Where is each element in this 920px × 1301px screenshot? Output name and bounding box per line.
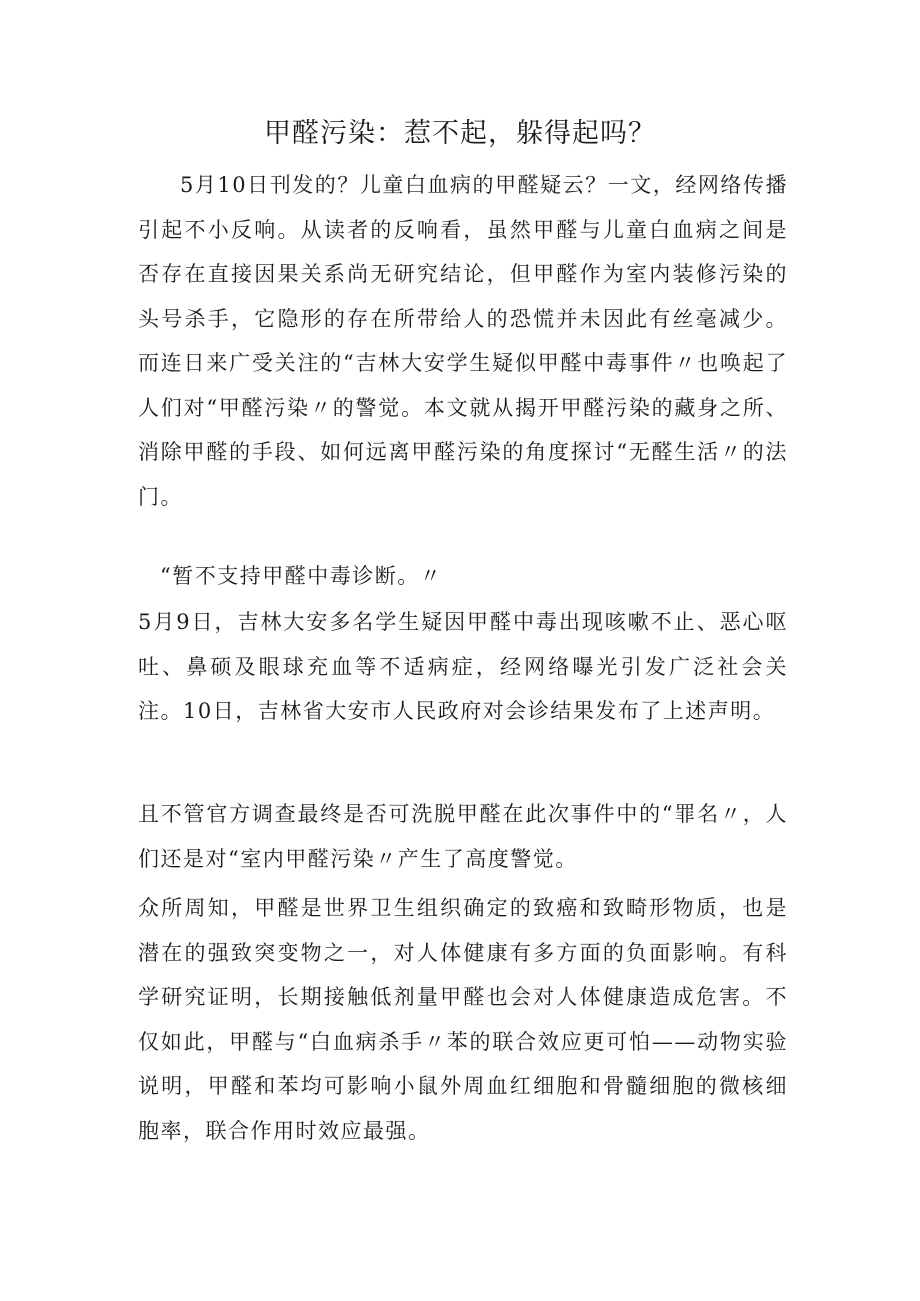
- paragraph-incident: 5月9日，吉林大安多名学生疑因甲醛中毒出现咳嗽不止、恶心呕吐、鼻硕及眼球充血等不适病症，经网络曝光引发广泛社会关注。10日，吉林省大安市人民政府对会诊结果发布了上述声明。: [138, 610, 788, 723]
- paragraph-alert: 且不管官方调查最终是否可洗脱甲醛在此次事件中的“罪名〃，人们还是对“室内甲醛污染〃产生了高度警觉。: [138, 802, 788, 871]
- paragraph-health-effects: 众所周知，甲醛是世界卫生组织确定的致癌和致畸形物质，也是潜在的强致突变物之一，对人体健康有多方面的负面影响。有科学研究证明，长期接触低剂量甲醛也会对人体健康造成危害。不仅如此，甲醛与“白血病杀手〃苯的联合效应更可怕——动物实验说明，甲醛和苯均可影响小鼠外周血红细胞和骨髓细胞的微核细胞率，联合作用时效应最强。: [138, 896, 788, 1143]
- document-title: 甲醛污染：惹不起，躲得起吗？: [264, 118, 656, 149]
- paragraph-intro: 5月10日刊发的？儿童白血病的甲醛疑云？一文，经网络传播引起不小反响。从读者的反响看，虽然甲醛与儿童白血病之间是否存在直接因果关系尚无研究结论，但甲醛作为室内装修污染的头号杀手，它隐形的存在所带给人的恐慌并未因此有丝毫减少。而连日来广受关注的“吉林大安学生疑似甲醛中毒事件〃也唤起了人们对“甲醛污染〃的警觉。本文就从揭开甲醛污染的藏身之所、消除甲醛的手段、如何远离甲醛污染的角度探讨“无醛生活〃的法门。: [138, 173, 788, 509]
- paragraph-quote: “暂不支持甲醛中毒诊断。〃: [160, 564, 443, 588]
